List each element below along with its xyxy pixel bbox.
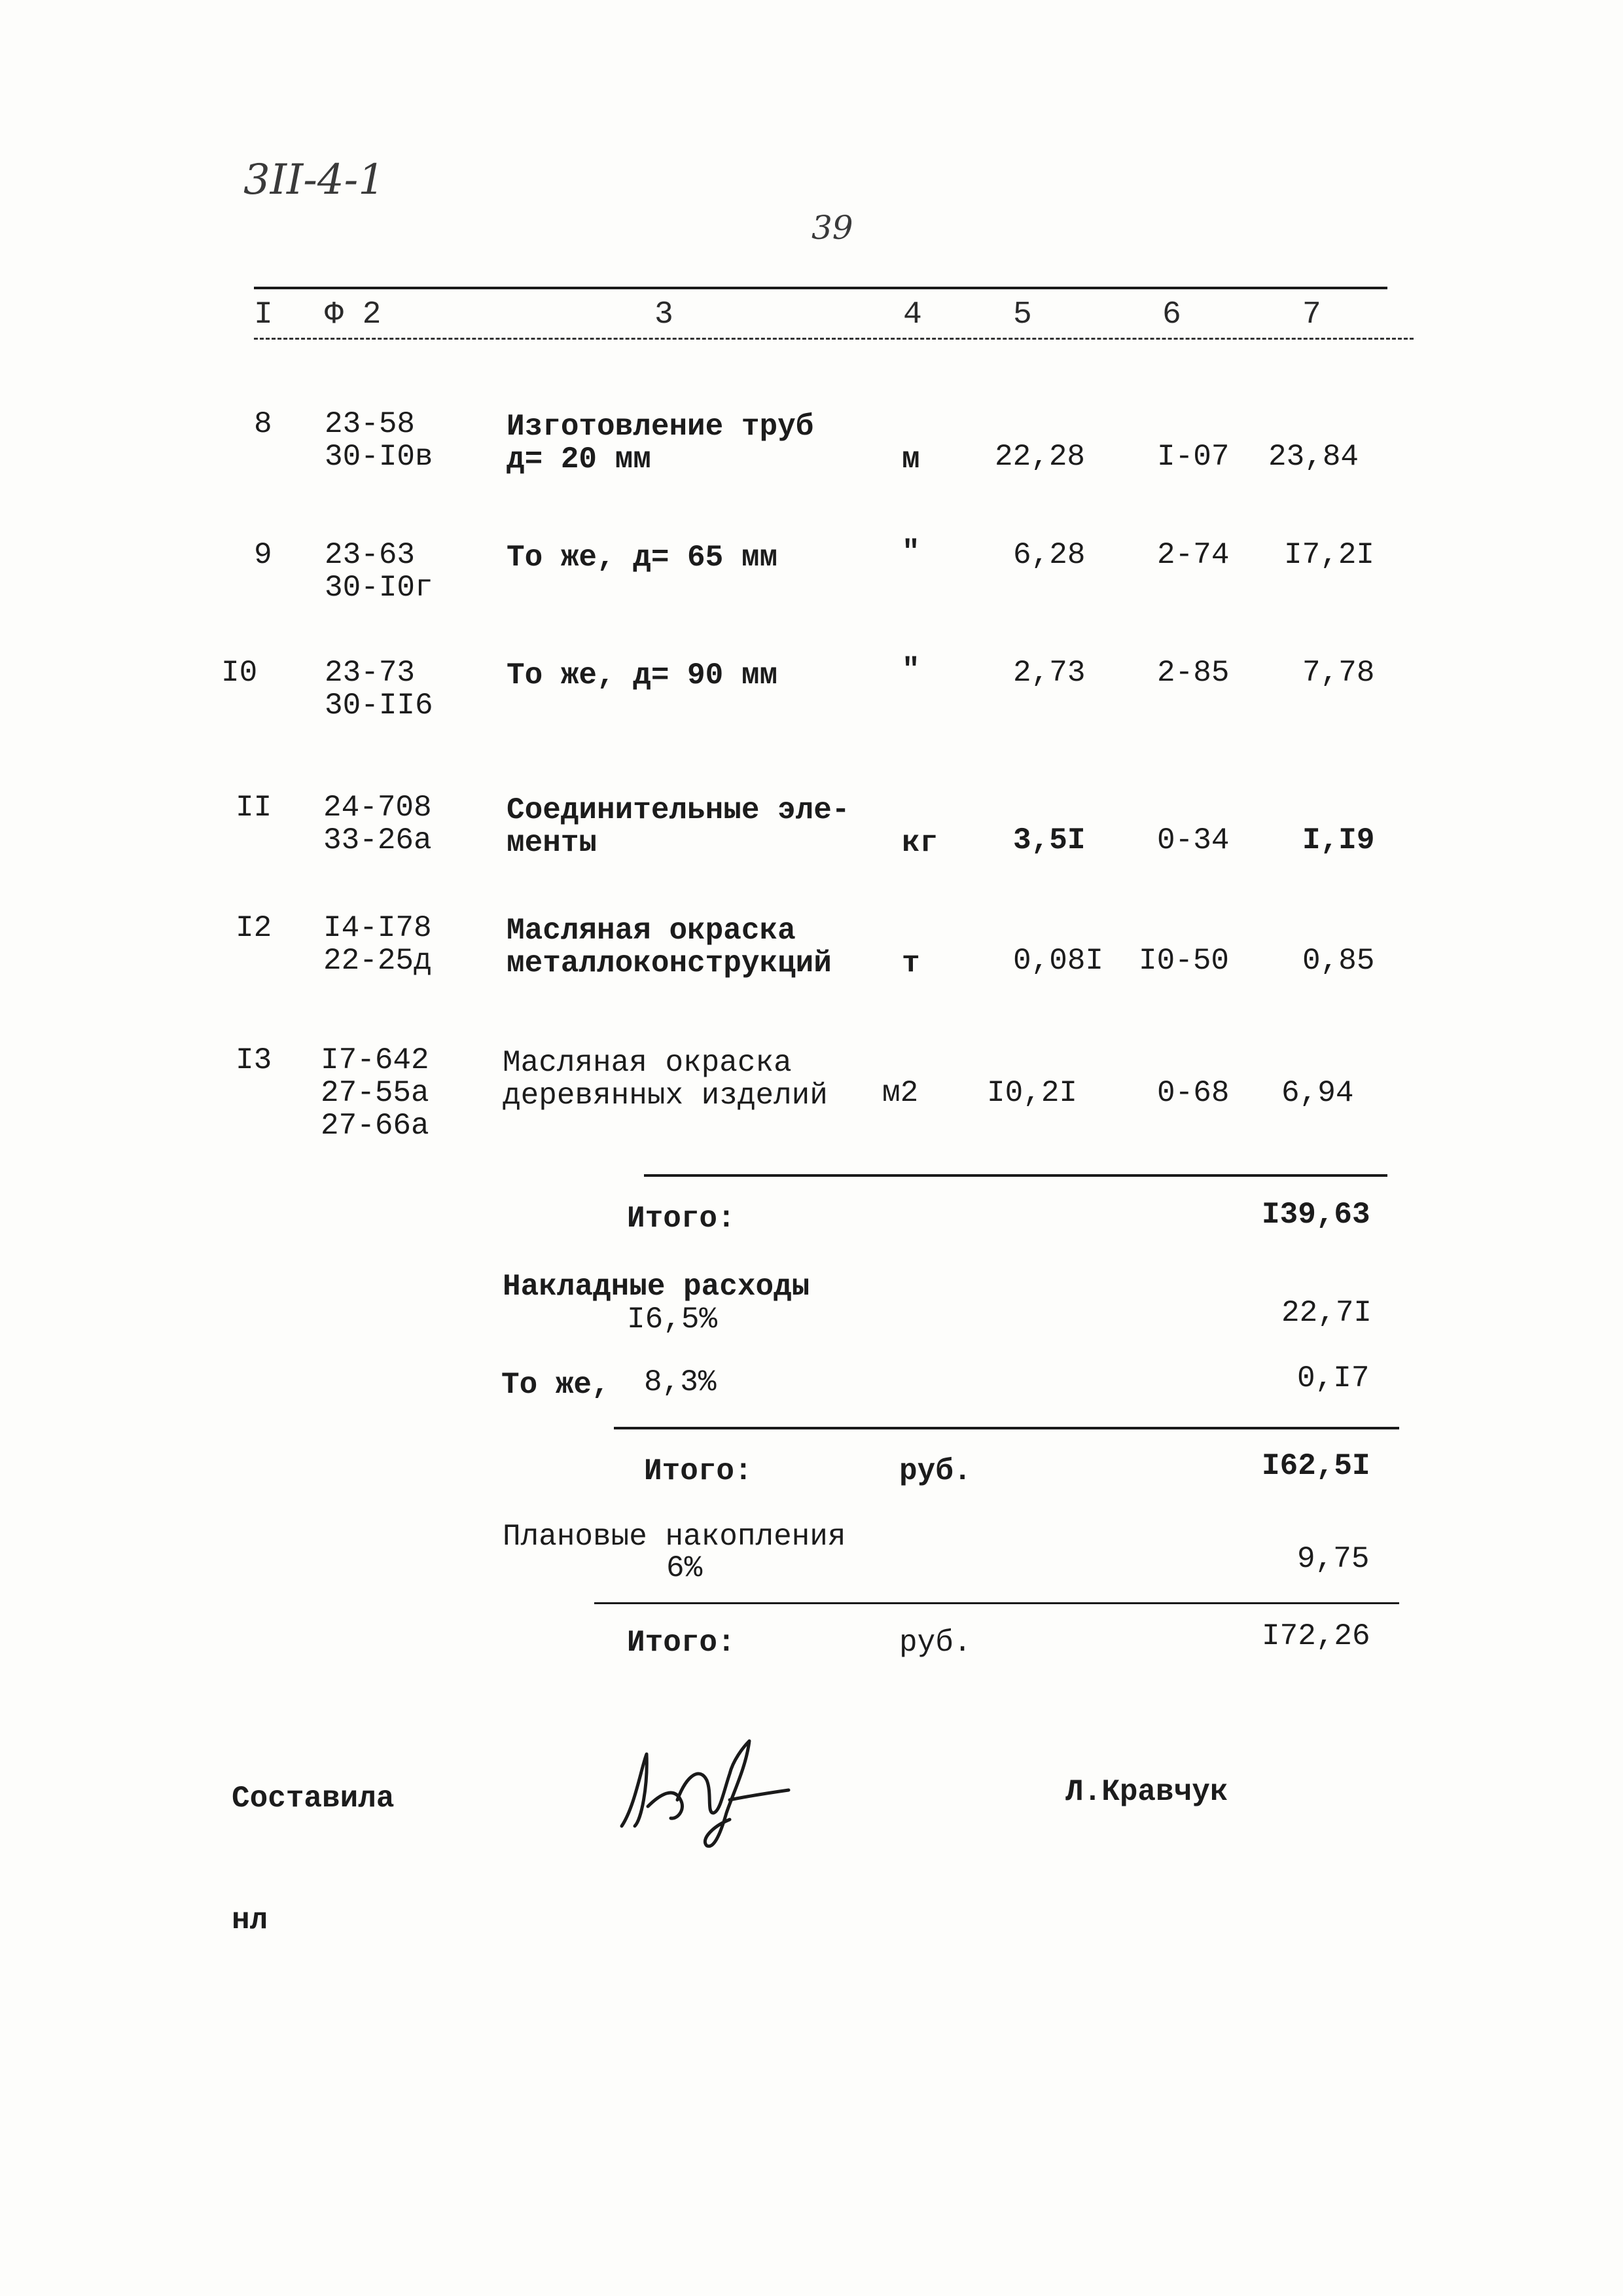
plan-percent: 6% xyxy=(666,1551,703,1585)
same-percent: 8,3% xyxy=(644,1365,717,1399)
row-name: Масляная окраска xyxy=(507,914,796,948)
row-unit: м2 xyxy=(882,1076,919,1110)
total-3-label: Итого: xyxy=(627,1626,736,1660)
same-label: То же, xyxy=(501,1368,610,1402)
row-unit: " xyxy=(902,653,920,687)
header-top-rule xyxy=(254,287,1387,289)
row-number: 8 xyxy=(254,407,272,441)
row-total: 7,78 xyxy=(1302,656,1375,690)
row-price: 2-85 xyxy=(1157,656,1230,690)
row-qty: I0,2I xyxy=(987,1076,1078,1110)
row-name: д= 20 мм xyxy=(507,442,651,476)
plan-value: 9,75 xyxy=(1297,1542,1370,1576)
initials: нл xyxy=(232,1903,268,1937)
row-code: 23-58 xyxy=(325,407,416,441)
overhead-label: Накладные расходы xyxy=(503,1270,810,1304)
row-name: Соединительные эле- xyxy=(507,793,850,827)
row-code: 22-25д xyxy=(323,944,432,978)
total-2-label: Итого: xyxy=(644,1454,753,1488)
row-qty: 0,08I xyxy=(1013,944,1104,978)
row-unit: м xyxy=(902,442,920,476)
row-qty: 3,5I xyxy=(1013,823,1086,857)
row-number: I0 xyxy=(221,656,258,690)
row-name: деревянных изделий xyxy=(503,1079,828,1113)
total-3-value: I72,26 xyxy=(1262,1619,1370,1653)
row-unit: т xyxy=(902,946,920,980)
total-1-label: Итого: xyxy=(627,1202,736,1236)
signer-name: Л.Кравчук xyxy=(1065,1775,1228,1809)
overhead-value: 22,7I xyxy=(1281,1296,1372,1330)
row-qty: 2,73 xyxy=(1013,656,1086,690)
total-3-unit: руб. xyxy=(899,1626,972,1660)
row-number: II xyxy=(236,791,272,825)
total-2-value: I62,5I xyxy=(1262,1449,1370,1483)
total-2-unit: руб. xyxy=(899,1454,972,1488)
signature xyxy=(615,1728,812,1859)
row-unit: " xyxy=(902,535,920,569)
document-stamp: 3II-4-1 xyxy=(243,156,385,204)
row-code: 23-73 xyxy=(325,656,416,690)
row-code: 30-I0г xyxy=(325,571,433,605)
row-qty: 22,28 xyxy=(995,440,1086,474)
row-name: То же, д= 65 мм xyxy=(507,541,778,575)
row-name: Изготовление труб xyxy=(507,410,814,444)
row-price: 0-34 xyxy=(1157,823,1230,857)
row-name: металлоконструкций xyxy=(507,946,832,980)
row-total: 23,84 xyxy=(1268,440,1359,474)
column-header-2: Ф 2 xyxy=(325,297,382,332)
row-code: 30-I0в xyxy=(325,440,433,474)
row-number: 9 xyxy=(254,538,272,572)
column-header-4: 4 xyxy=(903,297,922,332)
plan-label: Плановые накопления xyxy=(503,1520,846,1554)
row-code: I7-642 xyxy=(321,1043,429,1077)
column-header-6: 6 xyxy=(1162,297,1181,332)
row-code: 30-II6 xyxy=(325,689,433,723)
same-value: 0,I7 xyxy=(1297,1361,1370,1395)
row-total: 6,94 xyxy=(1281,1076,1354,1110)
column-header-3: 3 xyxy=(654,297,673,332)
summary-rule-1 xyxy=(644,1174,1387,1177)
column-header-1: I xyxy=(254,297,273,332)
row-name: Масляная окраска xyxy=(503,1046,792,1080)
row-number: I3 xyxy=(236,1043,272,1077)
row-code: 33-26а xyxy=(323,823,432,857)
row-unit: кг xyxy=(902,826,938,860)
row-qty: 6,28 xyxy=(1013,538,1086,572)
compiled-label: Составила xyxy=(232,1782,395,1816)
total-1-value: I39,63 xyxy=(1262,1198,1370,1232)
summary-rule-2 xyxy=(614,1427,1399,1429)
row-total: 0,85 xyxy=(1302,944,1375,978)
row-name: менты xyxy=(507,826,597,860)
row-name: То же, д= 90 мм xyxy=(507,658,778,692)
header-bottom-rule xyxy=(254,338,1414,340)
row-code: I4-I78 xyxy=(323,911,432,945)
row-code: 27-66а xyxy=(321,1109,429,1143)
row-code: 23-63 xyxy=(325,538,416,572)
row-price: I-07 xyxy=(1157,440,1230,474)
row-total: I7,2I xyxy=(1284,538,1375,572)
summary-rule-3 xyxy=(594,1602,1399,1604)
row-code: 24-708 xyxy=(323,791,432,825)
overhead-percent: I6,5% xyxy=(627,1302,718,1336)
column-header-7: 7 xyxy=(1302,297,1321,332)
row-number: I2 xyxy=(236,911,272,945)
column-header-5: 5 xyxy=(1013,297,1032,332)
row-total: I,I9 xyxy=(1302,823,1375,857)
row-price: 0-68 xyxy=(1157,1076,1230,1110)
row-price: 2-74 xyxy=(1157,538,1230,572)
page-number: 39 xyxy=(812,209,853,247)
row-code: 27-55а xyxy=(321,1076,429,1110)
row-price: I0-50 xyxy=(1139,944,1230,978)
